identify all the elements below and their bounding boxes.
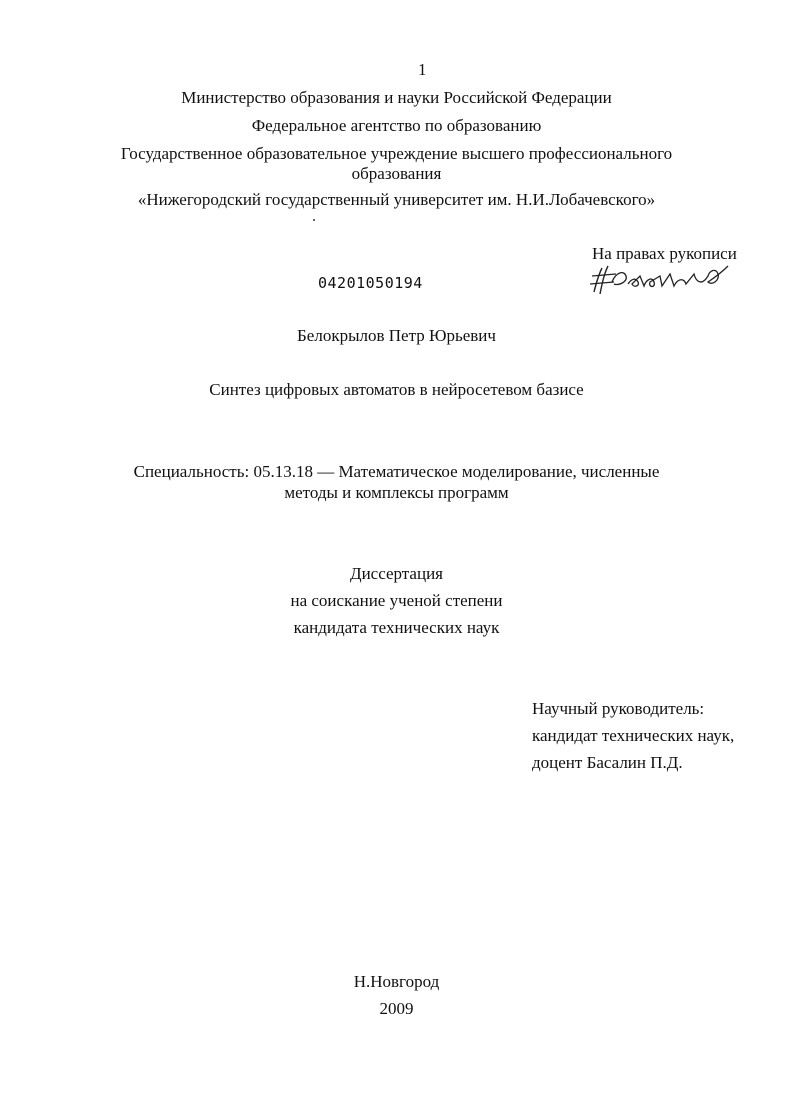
signature-image — [590, 262, 730, 296]
scan-speck — [313, 219, 315, 221]
institution-line-1: Государственное образовательное учреждение высшего профессионального — [120, 144, 673, 163]
dissertation-label: Диссертация — [349, 564, 443, 583]
university-name: «Нижегородский государственный университет им. Н.И.Лобачевского» — [137, 190, 656, 209]
city: Н.Новгород — [353, 972, 440, 991]
author-name: Белокрылов Петр Юрьевич — [297, 326, 496, 345]
degree-name: кандидата технических наук — [293, 618, 500, 637]
institution-line-2: образования — [351, 164, 442, 183]
supervisor-degree: кандидат технических наук, — [532, 726, 735, 745]
supervisor-label: Научный руководитель: — [532, 699, 705, 718]
supervisor-name: доцент Басалин П.Д. — [532, 753, 683, 772]
year: 2009 — [379, 999, 414, 1018]
page-number: 1 — [418, 60, 427, 79]
specialty-line-2: методы и комплексы программ — [284, 483, 509, 502]
dissertation-title: Синтез цифровых автоматов в нейросетевом базисе — [209, 380, 584, 399]
agency-name: Федеральное агентство по образованию — [251, 116, 542, 135]
degree-purpose: на соискание ученой степени — [290, 591, 503, 610]
ministry-name: Министерство образования и науки Российской Федерации — [181, 88, 612, 107]
manuscript-note: На правах рукописи — [592, 244, 737, 263]
document-code: 04201050194 — [318, 274, 423, 292]
specialty-line-1: Специальность: 05.13.18 — Математическое моделирование, численные — [133, 462, 660, 481]
